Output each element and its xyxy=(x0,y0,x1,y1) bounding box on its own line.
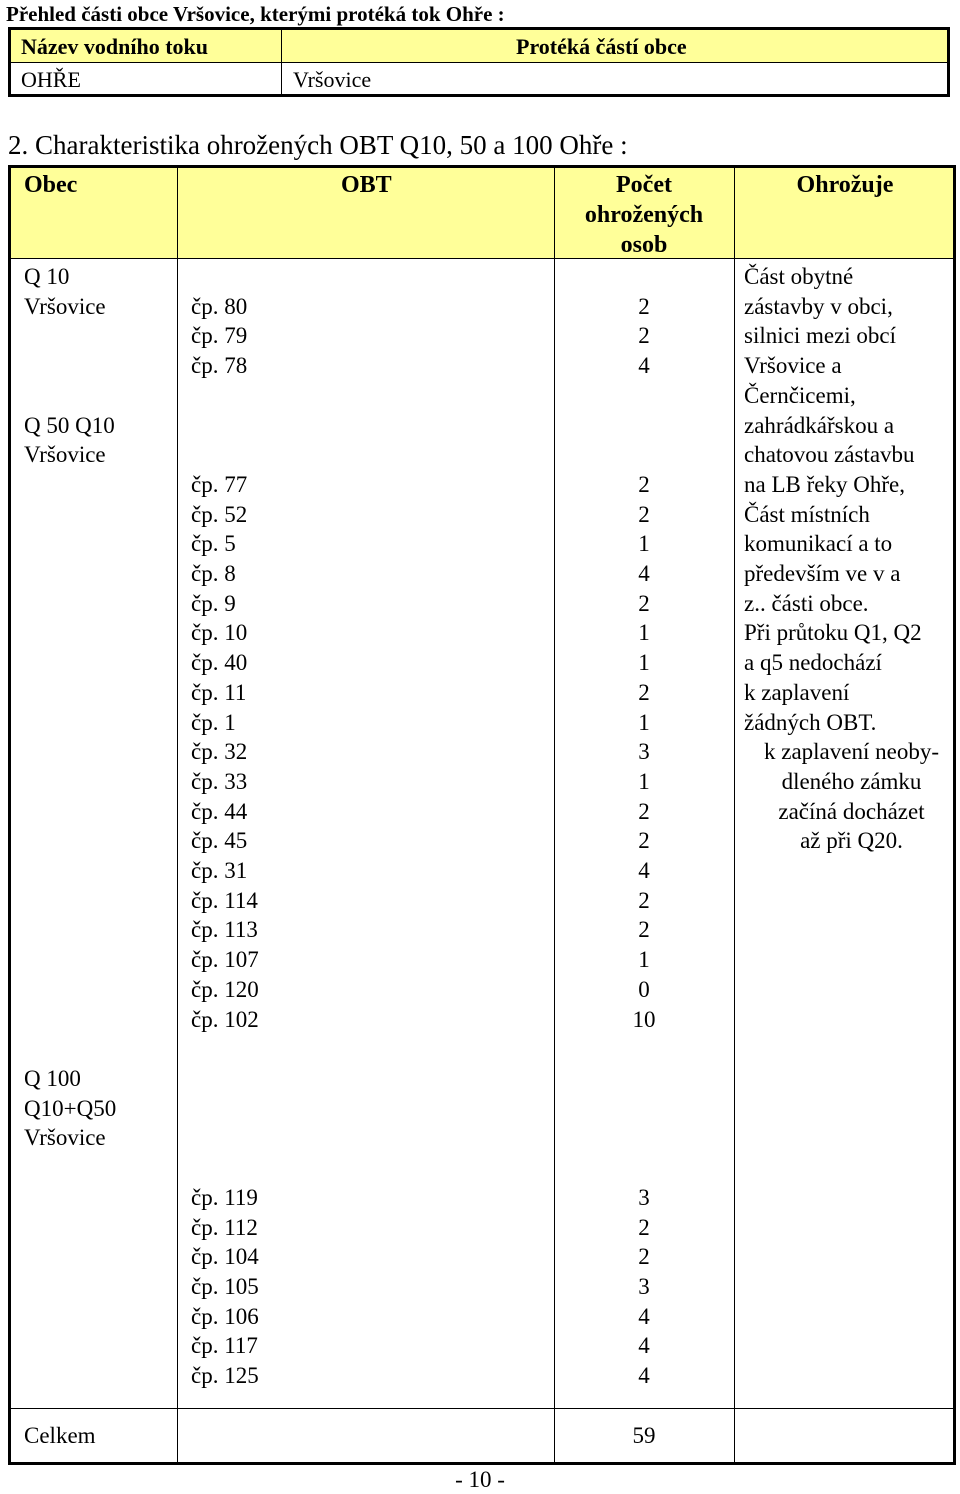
obec-line: Vršovice xyxy=(24,442,106,468)
header-obt: OBT xyxy=(341,172,392,198)
obec-line xyxy=(24,648,116,678)
obt-line xyxy=(191,1034,259,1064)
obec-line: Q 100 xyxy=(24,1065,81,1091)
obec-line xyxy=(24,618,116,648)
obt-line: čp. 5 xyxy=(191,531,236,557)
obec-line: Vršovice xyxy=(24,293,106,319)
obt-line: čp. 120 xyxy=(191,976,259,1002)
obt-line: čp. 9 xyxy=(191,590,236,616)
obec-line xyxy=(24,945,116,975)
obt-line: čp. 113 xyxy=(191,917,258,943)
pocet-line: 2 xyxy=(638,679,650,705)
obt-line xyxy=(191,1064,259,1094)
pocet-line: 0 xyxy=(638,976,650,1002)
obec-line xyxy=(24,500,116,530)
ohrozuje-line: Černčicemi, xyxy=(744,382,856,408)
total-label: Celkem xyxy=(24,1423,96,1448)
obt-line xyxy=(191,1094,259,1124)
obec-line xyxy=(24,886,116,916)
obec-line xyxy=(24,826,116,856)
pocet-line: 4 xyxy=(638,1363,650,1389)
pocet-line: 2 xyxy=(638,293,650,319)
obt-line: čp. 77 xyxy=(191,471,248,497)
obec-line xyxy=(24,470,116,500)
pocet-line: 2 xyxy=(638,917,650,943)
ohrozuje-line: na LB řeky Ohře, xyxy=(744,471,905,497)
pocet-line: 1 xyxy=(638,947,650,973)
obt-line: čp. 31 xyxy=(191,858,248,884)
pocet-line: 1 xyxy=(638,620,650,646)
obt-line xyxy=(191,440,259,470)
obt-line: čp. 32 xyxy=(191,739,248,765)
pocet-line: 2 xyxy=(638,1214,650,1240)
pocet-line: 4 xyxy=(638,561,650,587)
obt-line: čp. 125 xyxy=(191,1363,259,1389)
obt-line xyxy=(191,1123,259,1153)
ohrozuje-line: Část místních xyxy=(744,501,870,527)
obt-column xyxy=(191,262,259,1391)
header-river-name: Název vodního toku xyxy=(21,34,209,59)
ohrozuje-line: k zaplavení xyxy=(744,679,850,705)
obt-line: čp. 78 xyxy=(191,353,248,379)
obt-line xyxy=(191,1153,259,1183)
obec-line xyxy=(24,708,116,738)
pocet-line: 10 xyxy=(632,1006,656,1032)
obt-line: čp. 79 xyxy=(191,323,248,349)
page-number: - 10 - xyxy=(455,1467,505,1492)
ohrozuje-line: Část obytné xyxy=(744,264,854,289)
obt-line: čp. 107 xyxy=(191,947,259,973)
obec-line xyxy=(24,351,116,381)
ohrozuje-line: žádných OBT. xyxy=(744,709,877,735)
obec-line xyxy=(24,381,116,411)
obec-line xyxy=(24,321,116,351)
ohrozuje-line: především ve v a xyxy=(744,561,901,587)
ohrozuje-line: zahrádkářskou a xyxy=(744,412,895,438)
col-divider-3 xyxy=(734,168,735,1465)
obt-line: čp. 105 xyxy=(191,1273,259,1299)
obec-line xyxy=(24,529,116,559)
obec-line xyxy=(24,856,116,886)
cell-municipality-part: Vršovice xyxy=(293,67,372,92)
ohrozuje-column xyxy=(744,262,959,856)
obec-line xyxy=(24,1034,116,1064)
pocet-line xyxy=(614,1064,674,1094)
ohrozuje-line: silnici mezi obcí xyxy=(744,323,897,349)
obt-line: čp. 112 xyxy=(191,1214,258,1240)
pocet-line xyxy=(614,381,674,411)
pocet-line xyxy=(614,1034,674,1064)
obec-line: Vršovice xyxy=(24,1125,106,1151)
col-divider-1 xyxy=(177,168,178,1465)
obt-line: čp. 44 xyxy=(191,798,248,824)
pocet-line: 2 xyxy=(638,798,650,824)
total-row-divider xyxy=(11,1408,953,1409)
obt-line: čp. 40 xyxy=(191,650,248,676)
pocet-line: 3 xyxy=(638,739,650,765)
obec-line xyxy=(24,589,116,619)
pocet-line: 2 xyxy=(638,1244,650,1270)
pocet-line xyxy=(614,1094,674,1124)
obt-line xyxy=(191,262,259,292)
obec-line: Q 10 xyxy=(24,264,70,289)
pocet-line: 2 xyxy=(638,501,650,527)
threatened-obt-table xyxy=(8,165,956,1465)
ohrozuje-line: chatovou zástavbu xyxy=(744,442,915,468)
obec-line xyxy=(24,797,116,827)
pocet-line xyxy=(614,262,674,292)
ohrozuje-line: Při průtoku Q1, Q2 xyxy=(744,620,922,646)
pocet-line: 1 xyxy=(638,531,650,557)
pocet-line: 1 xyxy=(638,709,650,735)
river-table xyxy=(8,27,950,97)
obt-line: čp. 11 xyxy=(191,679,247,705)
obt-line: čp. 33 xyxy=(191,768,248,794)
characteristics-heading: 2. Charakteristika ohrožených OBT Q10, 50 a 100 Ohře : xyxy=(8,130,628,160)
pocet-line xyxy=(614,440,674,470)
pocet-column xyxy=(614,262,674,1391)
ohrozuje-line-centered: k zaplavení neoby- xyxy=(764,739,939,765)
overview-heading: Přehled části obce Vršovice, kterými protéká tok Ohře : xyxy=(6,2,505,26)
pocet-line: 1 xyxy=(638,650,650,676)
obt-line: čp. 117 xyxy=(191,1333,258,1359)
total-value: 59 xyxy=(632,1423,656,1448)
header-pocet-osob: Počet ohrožených osob xyxy=(584,172,704,258)
pocet-line: 3 xyxy=(638,1273,650,1299)
obec-column xyxy=(24,262,116,1153)
col-divider-2 xyxy=(554,168,555,1465)
pocet-line: 3 xyxy=(638,1184,650,1210)
pocet-line: 2 xyxy=(638,471,650,497)
pocet-line xyxy=(614,1153,674,1183)
obt-line xyxy=(191,381,259,411)
header-obec: Obec xyxy=(24,172,78,198)
obt-line: čp. 80 xyxy=(191,293,248,319)
ohrozuje-line: Vršovice a xyxy=(744,353,842,379)
obt-line: čp. 45 xyxy=(191,828,248,854)
pocet-line: 4 xyxy=(638,858,650,884)
ohrozuje-line: zástavby v obci, xyxy=(744,293,893,319)
obt-line: čp. 1 xyxy=(191,709,236,735)
ohrozuje-line: komunikací a to xyxy=(744,531,893,557)
pocet-line: 2 xyxy=(638,323,650,349)
ohrozuje-line-centered: až při Q20. xyxy=(800,828,903,854)
obt-line: čp. 106 xyxy=(191,1303,259,1329)
obt-line: čp. 8 xyxy=(191,561,236,587)
cell-river: OHŘE xyxy=(21,67,81,92)
obec-line xyxy=(24,915,116,945)
obec-line: Q10+Q50 xyxy=(24,1095,117,1121)
pocet-line: 2 xyxy=(638,828,650,854)
obec-line xyxy=(24,678,116,708)
pocet-line: 2 xyxy=(638,887,650,913)
obt-line: čp. 104 xyxy=(191,1244,259,1270)
pocet-line: 2 xyxy=(638,590,650,616)
ohrozuje-line-centered: začíná docházet xyxy=(778,798,925,824)
header-flows-through: Protéká částí obce xyxy=(516,34,687,59)
river-table-divider xyxy=(281,30,282,94)
obt-line: čp. 102 xyxy=(191,1006,259,1032)
obec-line xyxy=(24,1005,116,1035)
obt-line: čp. 114 xyxy=(191,887,258,913)
pocet-line: 4 xyxy=(638,353,650,379)
obec-line xyxy=(24,737,116,767)
pocet-line xyxy=(614,411,674,441)
obec-line: Q 50 Q10 xyxy=(24,412,115,438)
pocet-line xyxy=(614,1123,674,1153)
pocet-line: 4 xyxy=(638,1303,650,1329)
ohrozuje-line: a q5 nedochází xyxy=(744,650,882,676)
ohrozuje-line-centered: dleného zámku xyxy=(781,768,922,794)
obt-line: čp. 119 xyxy=(191,1184,258,1210)
obec-line xyxy=(24,975,116,1005)
header-ohrozuje: Ohrožuje xyxy=(796,172,894,198)
ohrozuje-line: z.. části obce. xyxy=(744,590,869,616)
obt-line xyxy=(191,411,259,441)
obec-line xyxy=(24,767,116,797)
pocet-line: 1 xyxy=(638,768,650,794)
obec-line xyxy=(24,559,116,589)
obt-line: čp. 52 xyxy=(191,501,248,527)
obt-line: čp. 10 xyxy=(191,620,248,646)
pocet-line: 4 xyxy=(638,1333,650,1359)
